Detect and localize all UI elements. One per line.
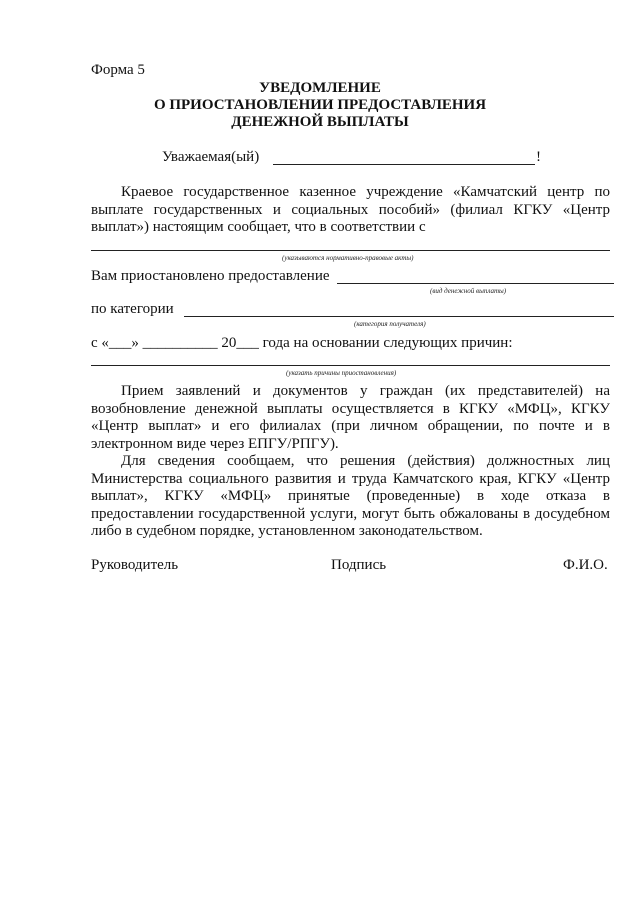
category-label: по категории — [91, 301, 174, 317]
recipient-category-field[interactable] — [184, 316, 614, 317]
greeting-name-field[interactable] — [273, 164, 535, 165]
signature-head: Руководитель — [91, 557, 179, 573]
normative-acts-field[interactable] — [91, 250, 610, 251]
payment-type-hint: (вид денежной выплаты) — [430, 287, 507, 295]
recipient-category-hint: (категория получателя) — [354, 320, 426, 328]
intro-paragraph: Краевое государственное казенное учреждение «Камчатский центр по выплате государственных и социальных пособий» (филиал КГКУ «Центр выплат») настоящим сообщает, что в соответствии с — [91, 184, 610, 235]
title-line-3: ДЕНЕЖНОЙ ВЫПЛАТЫ — [231, 114, 409, 130]
suspension-reasons-field[interactable] — [91, 365, 610, 366]
greeting-label: Уважаемая(ый) — [162, 149, 260, 165]
normative-acts-hint: (указываются нормативно-правовые акты) — [282, 254, 414, 262]
signature-name: Ф.И.О. — [563, 557, 608, 573]
suspension-reasons-hint: (указать причины приостановления) — [286, 369, 397, 377]
appeal-paragraph: Для сведения сообщаем, что решения (действия) должностных лиц Министерства социального развития и труда Камчатского края, КГКУ «Центр выплат», КГКУ «МФЦ» принятые (проведенные) в ходе отказа в предоставлении государственной услуги, могут быть обжалованы в досудебном либо в судебном порядке, установленном законодательством. — [91, 453, 610, 539]
suspended-label: Вам приостановлено предоставление — [91, 268, 330, 284]
title-line-1: УВЕДОМЛЕНИЕ — [259, 80, 381, 96]
greeting-end: ! — [536, 149, 541, 165]
signature-sign: Подпись — [331, 557, 387, 573]
resume-paragraph: Прием заявлений и документов у граждан (их представителей) на возобновление денежной выплаты осуществляется в КГКУ «МФЦ», КГКУ «Центр выплат» и его филиалах (при личном обращении, по почте и в электронном виде через ЕПГУ/РПГУ). — [91, 383, 610, 452]
payment-type-field[interactable] — [337, 283, 614, 284]
title-line-2: О ПРИОСТАНОВЛЕНИИ ПРЕДОСТАВЛЕНИЯ — [153, 97, 487, 113]
form-label: Форма 5 — [91, 62, 145, 78]
date-reasons-line: с «___» __________ 20___ года на основании следующих причин: — [91, 335, 513, 351]
